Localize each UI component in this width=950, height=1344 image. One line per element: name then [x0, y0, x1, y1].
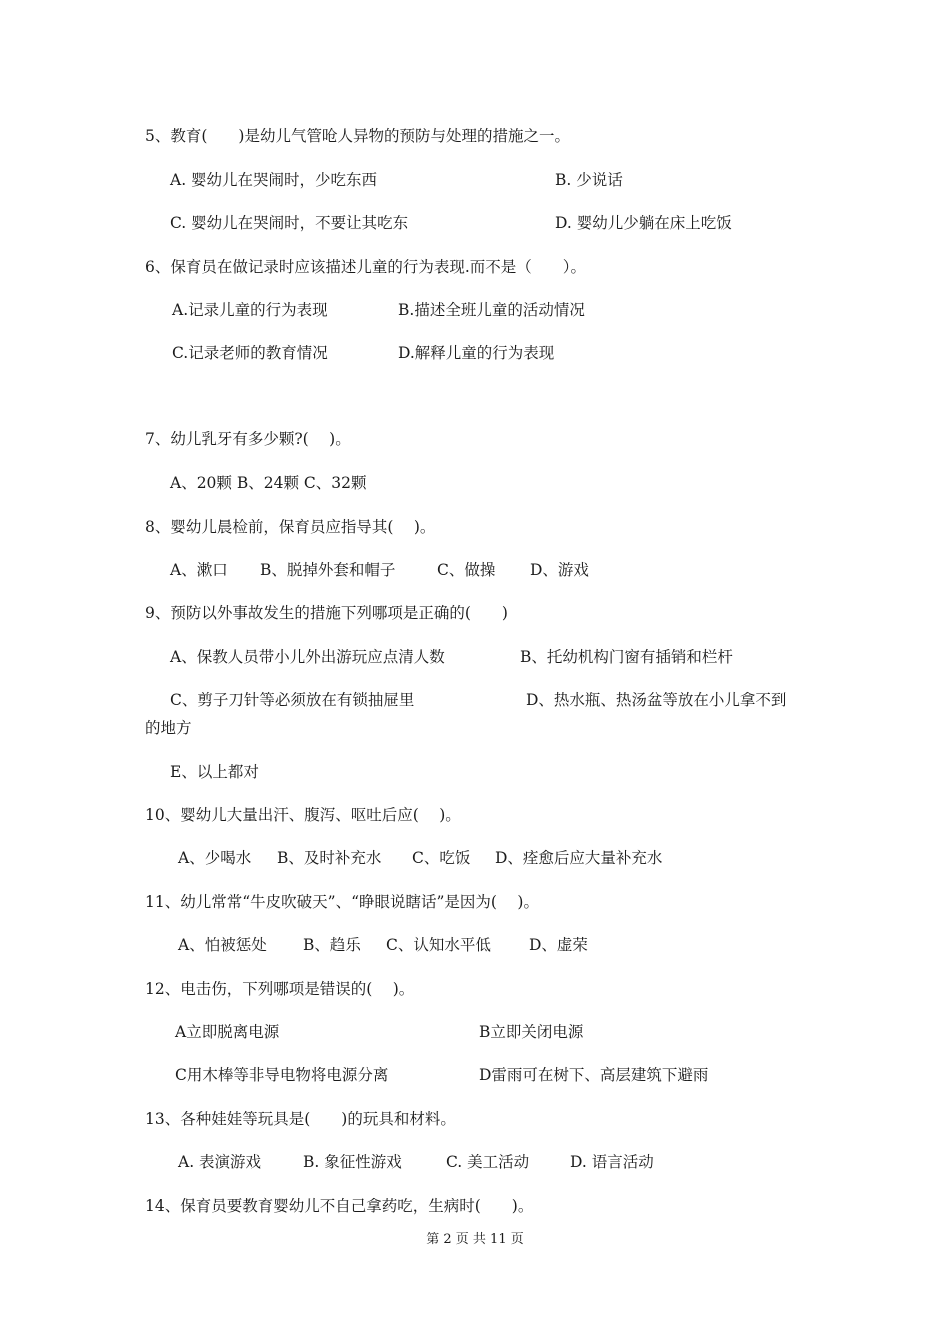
question-5-option-b: B. 少说话 [555, 171, 623, 189]
question-8-option-c: C、做操 [437, 561, 496, 579]
question-14-stem: 14、保育员要教育婴幼儿不自己拿药吃，生病时( )。 [145, 1197, 534, 1215]
question-6-stem: 6、保育员在做记录时应该描述儿童的行为表现.而不是（ ）。 [145, 258, 587, 276]
question-7-options: A、20颗 B、24颗 C、32颗 [170, 474, 367, 492]
question-10-stem: 10、婴幼儿大量出汗、腹泻、呕吐后应( )。 [145, 806, 461, 824]
question-9-option-d-continuation: 的地方 [145, 719, 192, 737]
question-13-option-a: A. 表演游戏 [178, 1153, 262, 1171]
question-12-stem: 12、电击伤，下列哪项是错误的( )。 [145, 980, 415, 998]
question-5-stem: 5、教育( )是幼儿气管呛人异物的预防与处理的措施之一。 [145, 127, 570, 145]
question-9-stem: 9、预防以外事故发生的措施下列哪项是正确的( ) [145, 604, 508, 622]
question-11-option-c: C、认知水平低 [386, 936, 491, 954]
question-9-option-c: C、剪子刀针等必须放在有锁抽屉里 [170, 691, 415, 709]
question-9-option-b: B、托幼机构门窗有插销和栏杆 [520, 648, 733, 666]
question-11-stem: 11、幼儿常常“牛皮吹破天”、“睁眼说瞎话”是因为( )。 [145, 893, 539, 911]
question-5-option-d: D. 婴幼儿少躺在床上吃饭 [555, 214, 732, 232]
question-12-option-c: C用木棒等非导电物将电源分离 [175, 1066, 389, 1084]
page-number-footer: 第 2 页 共 11 页 [426, 1232, 524, 1247]
question-11-option-d: D、虚荣 [529, 936, 588, 954]
question-8-option-b: B、脱掉外套和帽子 [260, 561, 396, 579]
question-10-option-a: A、少喝水 [178, 849, 252, 867]
question-6-option-b: B.描述全班儿童的活动情况 [398, 301, 585, 319]
question-6-option-d: D.解释儿童的行为表现 [398, 344, 555, 362]
question-5-option-c: C. 婴幼儿在哭闹时，不要让其吃东 [170, 214, 409, 232]
question-13-option-b: B. 象征性游戏 [303, 1153, 402, 1171]
question-9-option-e: E、以上都对 [170, 763, 259, 781]
question-8-stem: 8、婴幼儿晨检前，保育员应指导其( )。 [145, 518, 436, 536]
question-7-stem: 7、幼儿乳牙有多少颗?( )。 [145, 430, 351, 448]
question-12-option-a: A立即脱离电源 [175, 1023, 280, 1041]
question-13-option-d: D. 语言活动 [570, 1153, 654, 1171]
question-12-option-b: B立即关闭电源 [479, 1023, 584, 1041]
question-8-option-d: D、游戏 [530, 561, 589, 579]
question-10-option-b: B、及时补充水 [277, 849, 382, 867]
question-13-option-c: C. 美工活动 [446, 1153, 530, 1171]
question-9-option-d: D、热水瓶、热汤盆等放在小儿拿不到 [526, 691, 787, 709]
question-11-option-a: A、怕被惩处 [178, 936, 267, 954]
question-8-option-a: A、漱口 [170, 561, 228, 579]
question-10-option-c: C、吃饭 [412, 849, 471, 867]
question-5-option-a: A. 婴幼儿在哭闹时，少吃东西 [170, 171, 378, 189]
question-6-option-c: C.记录老师的教育情况 [172, 344, 328, 362]
question-9-option-a: A、保教人员带小儿外出游玩应点清人数 [170, 648, 445, 666]
question-13-stem: 13、各种娃娃等玩具是( )的玩具和材料。 [145, 1110, 456, 1128]
question-11-option-b: B、趋乐 [303, 936, 361, 954]
question-10-option-d: D、痊愈后应大量补充水 [495, 849, 663, 867]
question-12-option-d: D雷雨可在树下、高层建筑下避雨 [479, 1066, 709, 1084]
question-6-option-a: A.记录儿童的行为表现 [172, 301, 328, 319]
